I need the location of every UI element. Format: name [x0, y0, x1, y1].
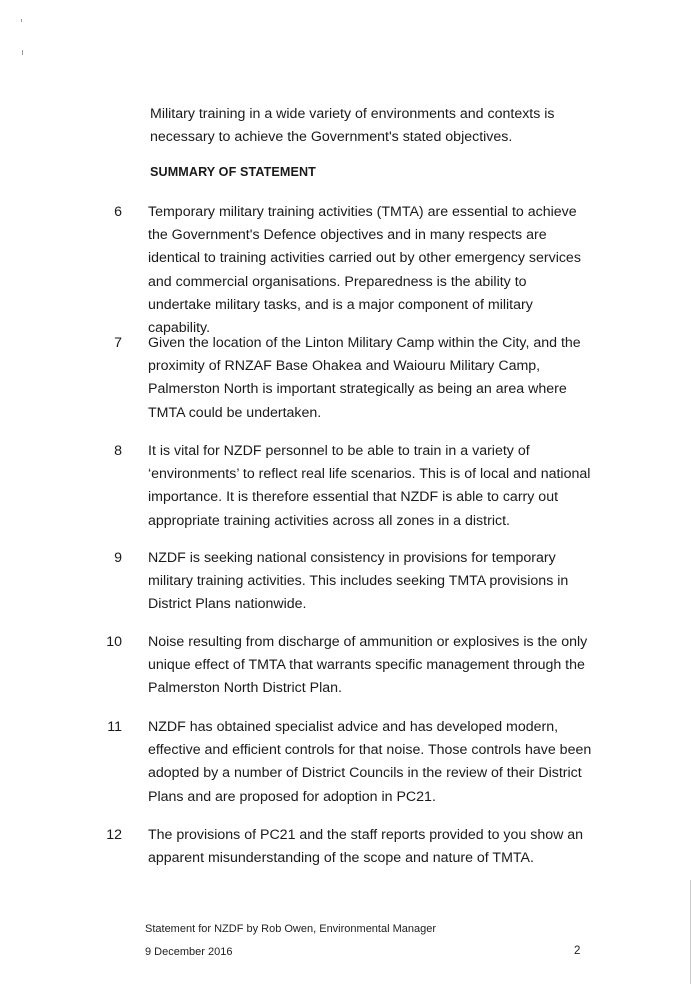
paragraph-text: It is vital for NZDF personnel to be able to train in a variety of ‘environments’ to reflect real life scenarios. This is of local and national importance. It is therefore essential that NZDF is able to carry out appropriate training activities across all zones in a district.	[148, 443, 591, 529]
paragraph-text: Temporary military training activities (TMTA) are essential to achieve the Government's Defence objectives and in many respects are identical to training activities carried out by other emergency services and commercial organisations. Preparedness is the ability to undertake military tasks, and is a major component of military capability.	[148, 204, 581, 337]
paragraph-number: 12	[106, 827, 122, 843]
scan-mark	[21, 19, 22, 22]
section-heading: SUMMARY OF STATEMENT	[150, 165, 316, 179]
paragraph-text: NZDF is seeking national consistency in provisions for temporary military training activities. This includes seeking TMTA provisions in District Plans nationwide.	[148, 550, 569, 613]
page-number: 2	[574, 945, 581, 957]
paragraph-text: NZDF has obtained specialist advice and has developed modern, effective and efficient controls for that noise. Those controls have been adopted by a number of District Councils in the review of their District Plans and are proposed for adoption in PC21.	[148, 719, 592, 805]
paragraph-number: 11	[107, 719, 122, 735]
paragraph-number: 8	[114, 443, 122, 459]
paragraph-text: Noise resulting from discharge of ammunition or explosives is the only unique effect of TMTA that warrants specific management through the Palmerston North District Plan.	[148, 634, 588, 697]
paragraph-text: Given the location of the Linton Military Camp within the City, and the proximity of RNZAF Base Ohakea and Waiouru Military Camp, Palmerston North is important strategically as being an area where TMTA could be undertaken.	[148, 335, 581, 421]
intro-paragraph: Military training in a wide variety of environments and contexts is necessary to achieve the Government's stated objectives.	[150, 106, 555, 146]
footer-statement-line: Statement for NZDF by Rob Owen, Environmental Manager	[145, 923, 437, 935]
paragraph-number: 7	[114, 335, 122, 351]
scan-edge-line	[690, 880, 691, 984]
paragraph-text: The provisions of PC21 and the staff reports provided to you show an apparent misunderstanding of the scope and nature of TMTA.	[148, 827, 584, 867]
paragraph-number: 9	[114, 550, 122, 566]
paragraph-number: 10	[106, 634, 122, 650]
footer-date: 9 December 2016	[145, 946, 233, 958]
paragraph-number: 6	[114, 204, 122, 220]
scan-mark	[22, 50, 23, 55]
